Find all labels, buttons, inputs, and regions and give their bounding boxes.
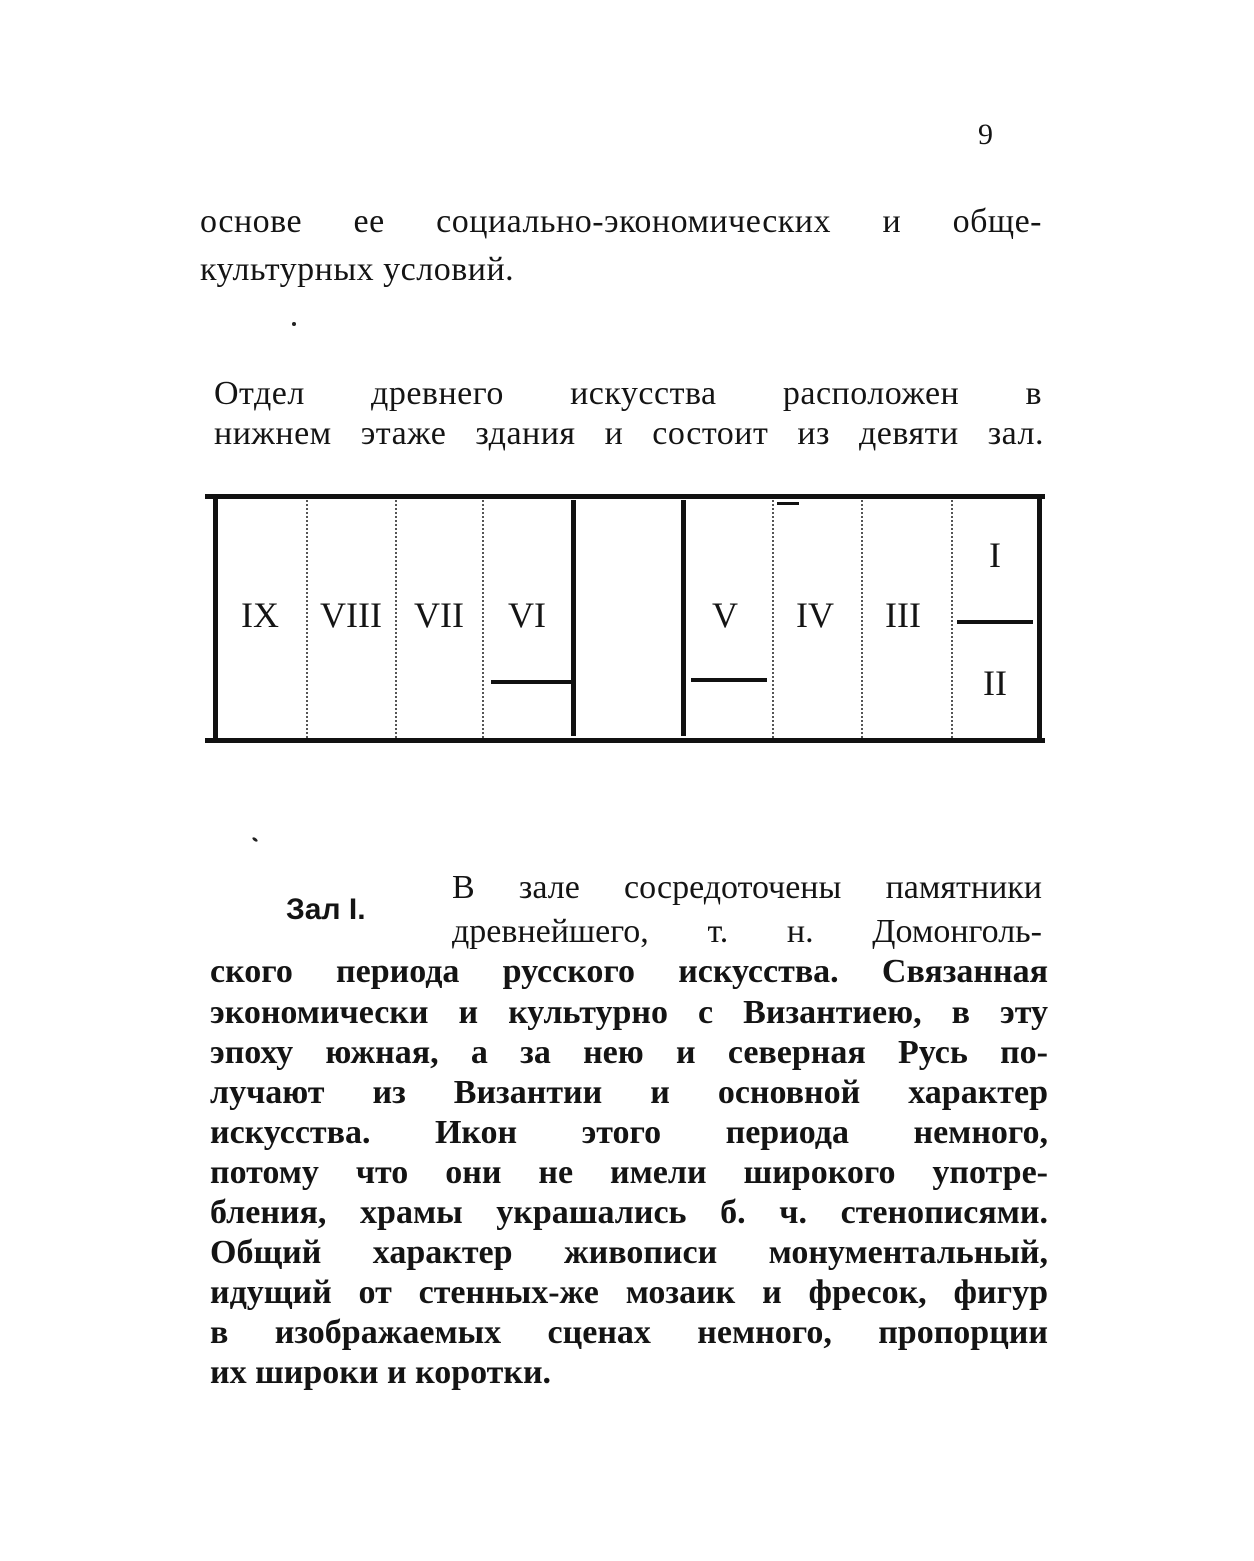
hall-label-vii: VII [414,595,464,635]
department-line-1: Отдел древнего искусства расположен в [214,375,1042,412]
hall-one-line-5: эпоху южная, а за нею и северная Русь по- [210,1034,1048,1071]
hall-one-line-2: древнейшего, т. н. Домонголь- [452,913,1042,950]
hall-one-line-11: идущий от стенных-же мозаик и фресок, фигур [210,1274,1048,1311]
hall-label-ix: IX [241,595,279,635]
plan-partition [482,500,484,738]
hall-one-line-9: бления, храмы украшались б. ч. стенописями. [210,1194,1048,1231]
floor-plan-diagram [205,490,1045,746]
hall-label-vi: VI [508,595,546,635]
page-number: 9 [978,118,993,151]
plan-segment-v [691,678,767,682]
hall-one-line-7: искусства. Икон этого периода немного, [210,1114,1048,1151]
hall-label-viii: VIII [320,595,382,635]
hall-label-v: V [712,595,738,635]
hall-one-heading: Зал I. [286,893,366,926]
hall-one-line-4: экономически и культурно с Византиею, в эту [210,994,1048,1031]
hall-label-i: I [989,535,1001,575]
hall-label-iv: IV [796,595,834,635]
plan-top-wall [205,494,1045,499]
hall-label-iii: III [885,595,921,635]
hall-label-ii: II [983,663,1007,703]
plan-partition [306,500,308,738]
scan-speck [292,322,296,326]
plan-corridor-wall-left [571,500,576,736]
plan-right-wall [1037,498,1042,738]
plan-bottom-wall [205,738,1045,743]
scan-speck [252,837,259,843]
hall-one-line-12: в изображаемых сценах немного, пропорции [210,1314,1048,1351]
plan-segment-vi [491,680,571,684]
intro-line-1: основе ее социально-экономических и обще- [200,203,1042,240]
intro-line-2: культурных условий. [200,251,515,288]
plan-mark [777,502,799,505]
plan-partition [395,500,397,738]
hall-one-line-13: их широки и коротки. [210,1354,552,1391]
department-line-2: нижнем этаже здания и состоит из девяти зал. [214,415,1044,452]
plan-partition [772,500,774,738]
plan-divider-i-ii [957,620,1033,624]
hall-one-line-8: потому что они не имели широкого употре- [210,1154,1048,1191]
hall-one-line-1: В зале сосредоточены памятники [452,869,1042,906]
hall-one-line-10: Общий характер живописи монументальный, [210,1234,1048,1271]
plan-partition [951,500,953,738]
hall-one-line-3: ского периода русского искусства. Связанная [210,953,1048,990]
hall-one-line-6: лучают из Византии и основной характер [210,1074,1048,1111]
plan-left-wall [213,498,218,738]
